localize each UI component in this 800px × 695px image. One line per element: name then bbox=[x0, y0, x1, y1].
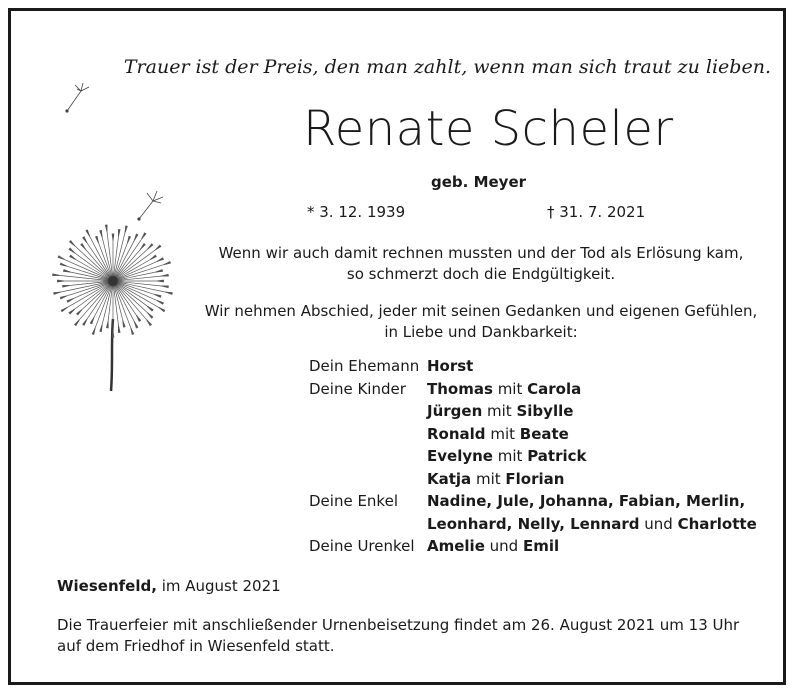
family-label: Deine Kinder bbox=[309, 379, 406, 398]
obituary-frame bbox=[8, 8, 786, 685]
family-member: Thomas mit Carola bbox=[427, 379, 582, 398]
deceased-name: Renate Scheler bbox=[303, 101, 674, 157]
farewell-paragraph-1 bbox=[181, 243, 781, 285]
funeral-line: Die Trauerfeier mit anschließender Urnenbeisetzung findet am 26. August 2021 um 13 Uhr bbox=[57, 616, 740, 634]
death-date: † 31. 7. 2021 bbox=[547, 203, 646, 221]
place: Wiesenfeld, bbox=[57, 577, 157, 595]
maiden-name: geb. Meyer bbox=[431, 173, 527, 191]
funeral-notice bbox=[57, 615, 787, 657]
family-member: Nadine, Jule, Johanna, Fabian, Merlin, bbox=[427, 492, 746, 510]
family-label: Dein Ehemann bbox=[309, 357, 420, 375]
paragraph-line: Wenn wir auch damit rechnen mussten und der Tod als Erlösung kam, bbox=[218, 244, 744, 262]
flying-seed-2 bbox=[138, 191, 163, 220]
date: im August 2021 bbox=[161, 577, 281, 595]
family-member: Leonhard, Nelly, Lennard und Charlotte bbox=[427, 514, 757, 533]
paragraph-line: so schmerzt doch die Endgültigkeit. bbox=[346, 265, 616, 283]
family-member: Katja mit Florian bbox=[427, 469, 565, 488]
paragraph-line: in Liebe und Dankbarkeit: bbox=[384, 323, 578, 341]
family-label: Deine Enkel bbox=[309, 492, 398, 510]
funeral-line: auf dem Friedhof in Wiesenfeld statt. bbox=[57, 637, 335, 655]
paragraph-line: Wir nehmen Abschied, jeder mit seinen Gedanken und eigenen Gefühlen, bbox=[204, 302, 758, 320]
motto-quote: Trauer ist der Preis, den man zahlt, wenn man sich traut zu lieben. bbox=[123, 56, 771, 78]
family-member: Ronald mit Beate bbox=[427, 424, 569, 443]
birth-date: * 3. 12. 1939 bbox=[307, 203, 406, 221]
family-label: Deine Urenkel bbox=[309, 537, 415, 555]
family-member: Horst bbox=[427, 357, 474, 375]
family-member: Evelyne mit Patrick bbox=[427, 447, 587, 465]
flying-seed-1 bbox=[66, 83, 89, 112]
family-member: Amelie und Emil bbox=[427, 537, 560, 555]
dandelion-illustration bbox=[47, 71, 187, 401]
farewell-paragraph-2 bbox=[181, 301, 781, 343]
family-member: Jürgen mit Sibylle bbox=[427, 402, 574, 420]
place-date bbox=[57, 577, 281, 595]
